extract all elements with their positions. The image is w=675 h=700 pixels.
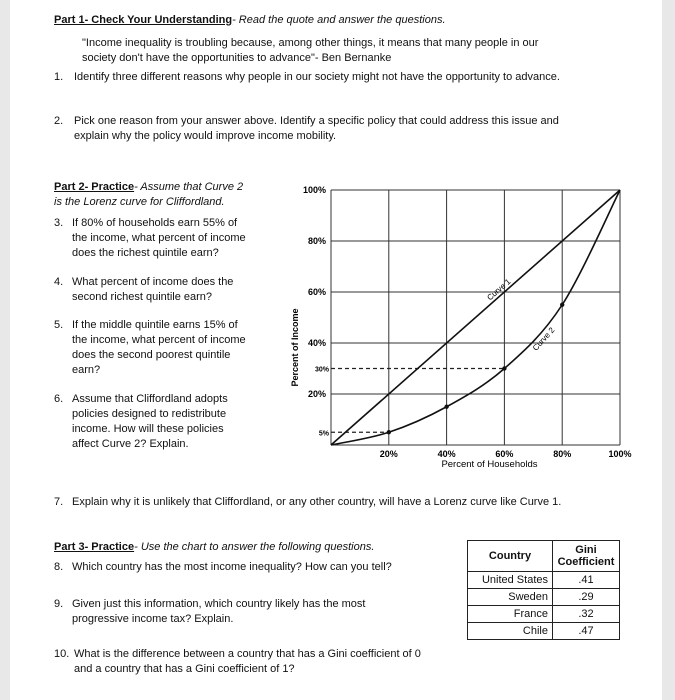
y-marked-label: 5% (318, 430, 329, 438)
q6-line: income. How will these policies (72, 423, 224, 435)
q3-line: If 80% of households earn 55% of (72, 217, 238, 229)
q8-number: 8. (54, 561, 64, 573)
question-2 (54, 114, 559, 142)
question-9 (54, 597, 366, 625)
q4-line: What percent of income does the (72, 276, 234, 288)
q5-line: does the second poorest quintile (72, 349, 231, 361)
q3-number: 3. (54, 217, 64, 229)
q7-text: Explain why it is unlikely that Cliffordland, or any other country, will have a Lorenz curve like Curve 1. (72, 496, 562, 508)
q9-line: Given just this information, which country likely has the most (72, 598, 366, 610)
gini-table-header (468, 541, 620, 572)
country-cell: United States (468, 572, 553, 589)
part3-title: Part 3- Practice (54, 541, 135, 553)
question-10 (54, 647, 421, 675)
lorenz-chart (270, 178, 650, 478)
part3-instruction: - Use the chart to answer the following questions. (134, 541, 375, 553)
x-tick-label: 100% (608, 449, 632, 459)
part2-title: Part 2- Practice (54, 181, 135, 193)
chart-y-tick-labels (303, 185, 330, 437)
question-7 (54, 495, 562, 510)
q4-line: second richest quintile earn? (72, 291, 213, 303)
q6-line: affect Curve 2? Explain. (72, 438, 189, 450)
curve-2-point (502, 366, 506, 370)
country-cell: Sweden (468, 589, 553, 606)
q2-line-2: explain why the policy would improve income mobility. (74, 130, 337, 142)
q5-number: 5. (54, 319, 64, 331)
y-tick-label: 80% (307, 236, 326, 246)
x-tick-label: 20% (379, 449, 398, 459)
question-4 (54, 275, 234, 303)
chart-x-axis-label: Percent of Households (441, 459, 538, 470)
q3-line: the income, what percent of income (72, 232, 246, 244)
y-tick-label: 60% (307, 287, 326, 297)
gini-cell: .29 (553, 589, 620, 606)
q5-line: If the middle quintile earns 15% of (72, 319, 238, 331)
country-column-header: Country (468, 541, 553, 572)
y-tick-label: 20% (307, 389, 326, 399)
q10-line: What is the difference between a country that has a Gini coefficient of 0 (74, 648, 421, 660)
question-8 (54, 560, 392, 575)
question-6 (54, 392, 228, 450)
part1-instruction: - Read the quote and answer the questions. (232, 14, 446, 26)
table-row (468, 589, 620, 606)
country-cell: France (468, 606, 553, 623)
part2-instruction-1: - Assume that Curve 2 (134, 181, 244, 193)
chart-x-tick-labels (380, 449, 632, 459)
part1-title: Part 1- Check Your Understanding (54, 14, 233, 26)
x-tick-label: 40% (437, 449, 456, 459)
worksheet-page (10, 0, 662, 700)
gini-table (467, 540, 620, 640)
q3-line: does the richest quintile earn? (72, 247, 219, 259)
q2-line-1: Pick one reason from your answer above. Identify a specific policy that could address this issue and (74, 115, 559, 127)
question-1 (54, 70, 560, 85)
q8-text: Which country has the most income inequality? How can you tell? (72, 561, 392, 573)
q5-line: earn? (72, 364, 101, 376)
gini-column-header: Gini Coefficient (553, 541, 620, 572)
x-tick-label: 60% (495, 449, 514, 459)
table-row (468, 572, 620, 589)
chart-y-axis-label: Percent of Income (290, 308, 300, 387)
quote (82, 36, 538, 66)
y-marked-label: 30% (314, 366, 329, 374)
q10-number: 10. (54, 648, 70, 660)
country-cell: Chile (468, 623, 553, 640)
q7-number: 7. (54, 496, 64, 508)
quote-line-2: society don't have the opportunities to advance"- Ben Bernanke (82, 52, 392, 64)
q9-line: progressive income tax? Explain. (72, 613, 234, 625)
curve-1-label: Curve 1 (485, 277, 513, 303)
curve-2-point (444, 405, 448, 409)
part2-heading (54, 180, 243, 210)
part1-heading (54, 14, 446, 26)
x-tick-label: 80% (553, 449, 572, 459)
quote-line-1: "Income inequality is troubling because, among other things, it means that many people in our (82, 37, 539, 49)
q2-number: 2. (54, 115, 64, 127)
q6-line: policies designed to redistribute (72, 408, 227, 420)
q1-text: Identify three different reasons why people in our society might not have the opportunity to advance. (74, 71, 560, 83)
q10-line: and a country that has a Gini coefficient of 1? (74, 663, 295, 675)
curve-2-label: Curve 2 (530, 325, 557, 353)
chart-points (387, 303, 565, 435)
curve-2-point (387, 430, 391, 434)
y-tick-label: 100% (302, 185, 326, 195)
table-row (468, 623, 620, 640)
part2-instruction-2: is the Lorenz curve for Cliffordland. (54, 196, 225, 208)
curve-2-point (560, 303, 564, 307)
table-row (468, 606, 620, 623)
q6-number: 6. (54, 393, 64, 405)
question-5 (54, 318, 246, 376)
chart-curves (331, 190, 620, 445)
gini-cell: .47 (553, 623, 620, 640)
question-3 (54, 216, 246, 259)
q4-number: 4. (54, 276, 64, 288)
gini-cell: .32 (553, 606, 620, 623)
q5-line: the income, what percent of income (72, 334, 246, 346)
gini-cell: .41 (553, 572, 620, 589)
part3-heading (54, 540, 374, 555)
q1-number: 1. (54, 71, 64, 83)
curve-1-line (331, 190, 620, 445)
q6-line: Assume that Cliffordland adopts (72, 393, 228, 405)
q9-number: 9. (54, 598, 64, 610)
y-tick-label: 40% (307, 338, 326, 348)
